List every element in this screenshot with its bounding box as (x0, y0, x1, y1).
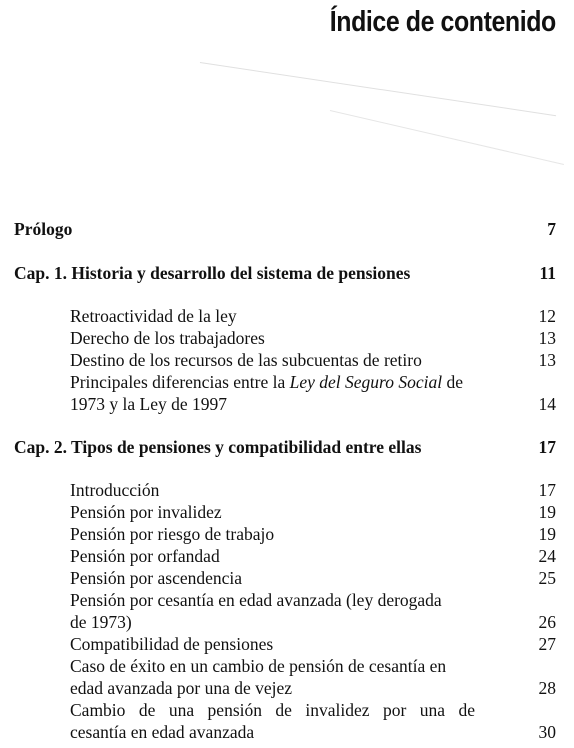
toc-entry-label-continued: 1973 y la Ley de 1997 (70, 394, 227, 414)
toc-page-number: 11 (539, 263, 556, 283)
toc-page-number: 13 (538, 328, 556, 348)
toc-page-number: 26 (538, 612, 556, 632)
toc-entry-label-continued: de 1973) (70, 612, 132, 632)
toc-page-number: 19 (538, 524, 556, 544)
toc-page-number: 17 (538, 480, 556, 500)
toc-page-number: 7 (547, 219, 556, 239)
toc-entry-label-italic: Ley del Seguro Social (289, 372, 443, 392)
toc-entry-label: Caso de éxito en un cambio de pensión de cesantía en (70, 656, 447, 676)
toc-entry-label: Prólogo (14, 219, 73, 239)
toc-page-number: 13 (538, 350, 556, 370)
toc-entry-label: Pensión por invalidez (70, 502, 222, 522)
toc-entry-label: Cap. 2. Tipos de pensiones y compatibilidad entre ellas (14, 437, 422, 457)
toc-entry-label: de (442, 372, 463, 392)
toc-entry-label: Introducción (70, 480, 160, 500)
scan-artifact-line (330, 110, 564, 165)
toc-entry-label-continued: edad avanzada por una de vejez (70, 678, 293, 698)
toc-page-number: 24 (538, 546, 556, 566)
toc-page-number: 28 (538, 678, 556, 698)
toc-entry-label: Compatibilidad de pensiones (70, 634, 274, 654)
toc-page-number: 25 (538, 568, 556, 588)
toc-entry-label: Cap. 1. Historia y desarrollo del sistema de pensiones (14, 263, 411, 283)
toc-entry-label: Destino de los recursos de las subcuentas de retiro (70, 350, 422, 370)
toc-entry-label: Pensión por cesantía en edad avanzada (ley derogada (70, 590, 442, 610)
toc-page-number: 19 (538, 502, 556, 522)
toc-entry-label: Cambio de una pensión de invalidez por una de (70, 700, 475, 720)
toc-entry-label-continued: cesantía en edad avanzada (70, 722, 255, 742)
toc-entry-label: Pensión por orfandad (70, 546, 220, 566)
toc-entry-label: Principales diferencias entre la (70, 372, 290, 392)
toc-entry-label: Derecho de los trabajadores (70, 328, 265, 348)
toc-page-number: 27 (538, 634, 556, 654)
toc-page-number: 17 (538, 437, 556, 457)
toc-page-number: 12 (538, 306, 556, 326)
toc-page-number: 14 (538, 394, 556, 414)
toc-page-number: 30 (538, 722, 556, 742)
scan-artifact-line (200, 62, 556, 116)
toc-entry-label: Pensión por ascendencia (70, 568, 243, 588)
toc-entry-label: Retroactividad de la ley (70, 306, 237, 326)
page-title: Índice de contenido (329, 6, 556, 38)
toc-entry-label: Pensión por riesgo de trabajo (70, 524, 275, 544)
